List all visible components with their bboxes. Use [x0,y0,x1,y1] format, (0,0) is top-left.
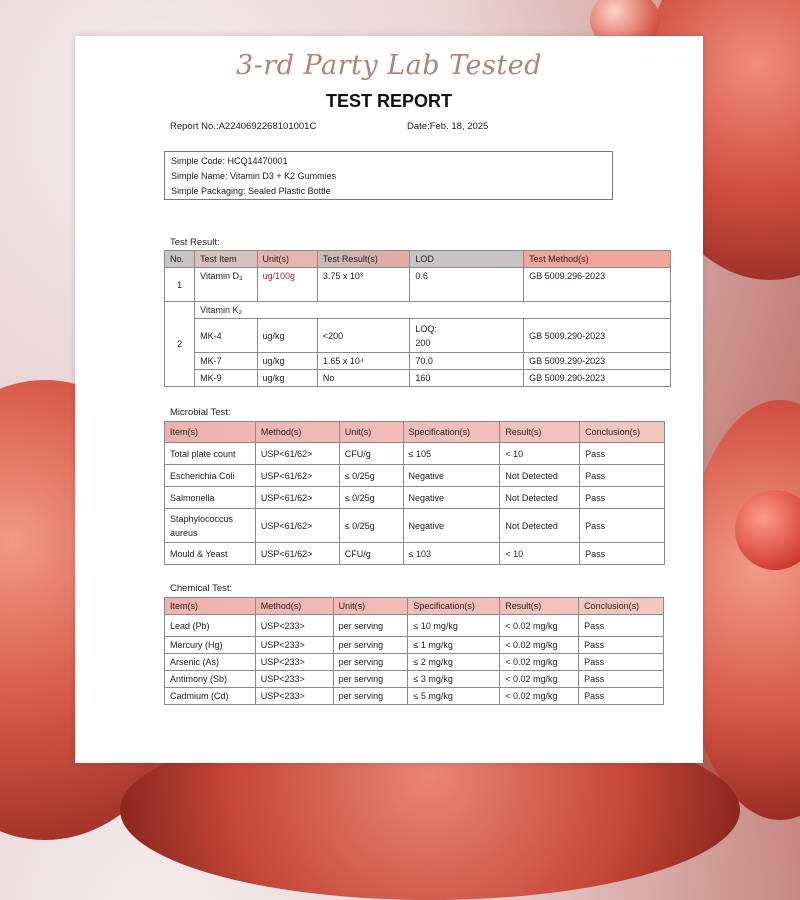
method-cell: USP<61/62> [255,487,339,509]
method-cell: USP<61/62> [255,465,339,487]
conclusion-cell: Pass [579,654,664,671]
lod-value: 200 [415,337,431,348]
test-method: GB 5009.290-2023 [524,353,671,370]
unit-cell: per serving [333,615,408,637]
conclusion-cell: Pass [580,487,665,509]
spec-cell: ≤ 2 mg/kg [408,654,500,671]
item-cell [165,509,256,543]
header-cell: Unit(s) [339,422,403,443]
item-cell: Total plate count [165,443,256,465]
header-cell: Specification(s) [403,422,500,443]
spec-cell: Negative [403,465,500,487]
sample-packaging: Simple Packaging: Sealed Plastic Bottle [171,186,331,196]
method-cell: USP<61/62> [255,443,339,465]
table-row [165,353,671,370]
spec-cell: ≤ 105 [403,443,500,465]
table-row [165,688,664,705]
header-cell: Result(s) [500,422,580,443]
table-header-row [165,598,664,615]
table-row [165,487,665,509]
result-cell: < 0.02 mg/kg [500,671,579,688]
row-number: 2 [165,302,195,387]
method-cell: USP<233> [255,654,333,671]
table-row [165,370,671,387]
header-cell: LOD [410,251,524,268]
sample-code: Simple Code: HCQ14470001 [171,156,288,166]
result-cell: < 0.02 mg/kg [500,654,579,671]
method-cell: USP<233> [255,688,333,705]
item-cell: Antimony (Sb) [165,671,256,688]
header-cell: Item(s) [165,598,256,615]
item-cell: Escherichia Coli [165,465,256,487]
row-number: 1 [165,268,195,302]
unit: ug/kg [257,353,317,370]
conclusion-cell: Pass [579,637,664,654]
result-cell: < 0.02 mg/kg [500,637,579,654]
unit-cell: ≤ 0/25g [339,487,403,509]
chemical-test-label: Chemical Test: [170,583,233,594]
header-cell: Specification(s) [408,598,500,615]
table-row [165,543,665,565]
test-method: GB 5009.290-2023 [524,370,671,387]
header-cell: Item(s) [165,422,256,443]
group-item: Vitamin K₂ [195,302,671,319]
header-cell: Result(s) [500,598,579,615]
report-number: Report No.:A2240692268101001C [170,121,317,132]
test-result: 3.75 x 10³ [317,268,410,302]
unit-cell: ≤ 0/25g [339,509,403,543]
test-item: MK-9 [195,370,257,387]
unit-cell: per serving [333,654,408,671]
test-result-label: Test Result: [170,237,220,248]
item-cell: Lead (Pb) [165,615,256,637]
unit-cell: per serving [333,688,408,705]
unit-cell: CFU/g [339,543,403,565]
conclusion-cell: Pass [580,543,665,565]
lod: 70.0 [410,353,524,370]
method-cell: USP<233> [255,615,333,637]
spec-cell: ≤ 3 mg/kg [408,671,500,688]
header-cell: Test Item [195,251,257,268]
table-row [165,637,664,654]
lod-label: LOQ: [415,323,437,334]
microbial-test-label: Microbial Test: [170,407,231,418]
result-cell: Not Detected [500,465,580,487]
lod [410,319,524,353]
item-cell: Arsenic (As) [165,654,256,671]
conclusion-cell: Pass [579,671,664,688]
method-cell: USP<61/62> [255,509,339,543]
method-cell: USP<233> [255,637,333,654]
header-cell: Unit(s) [257,251,317,268]
unit-cell: CFU/g [339,443,403,465]
table-row [165,654,664,671]
result-cell: < 10 [500,543,580,565]
brand-script-heading: 3-rd Party Lab Tested [236,50,542,81]
item-line-1: Staphylococcus [170,513,234,524]
test-item: MK-4 [195,319,257,353]
item-cell: Salmonella [165,487,256,509]
table-header-row [165,422,665,443]
sample-info-box [164,151,613,200]
unit: ug/kg [257,319,317,353]
header-cell: Test Result(s) [317,251,410,268]
unit-cell: per serving [333,671,408,688]
result-cell: < 0.02 mg/kg [500,688,579,705]
chemical-test-table [164,597,664,705]
spec-cell: ≤ 5 mg/kg [408,688,500,705]
unit: ug/100g [257,268,317,302]
result-cell: < 0.02 mg/kg [500,615,579,637]
header-cell: No. [165,251,195,268]
test-result: No [317,370,410,387]
header-cell: Conclusion(s) [579,598,664,615]
conclusion-cell: Pass [580,443,665,465]
test-method: GB 5009.290-2023 [524,319,671,353]
header-cell: Test Method(s) [524,251,671,268]
header-cell: Method(s) [255,422,339,443]
test-result-table [164,250,671,387]
header-cell: Unit(s) [333,598,408,615]
test-result: 1.65 x 10⁴ [317,353,410,370]
table-row [165,509,665,543]
table-row [165,615,664,637]
report-paper [75,36,703,763]
spec-cell: ≤ 10 mg/kg [408,615,500,637]
table-row [165,465,665,487]
unit: ug/kg [257,370,317,387]
item-cell: Mould & Yeast [165,543,256,565]
conclusion-cell: Pass [580,465,665,487]
spec-cell: Negative [403,509,500,543]
unit-cell: ≤ 0/25g [339,465,403,487]
item-cell: Cadmium (Cd) [165,688,256,705]
table-row [165,319,671,353]
spec-cell: ≤ 103 [403,543,500,565]
test-result: <200 [317,319,410,353]
test-item: MK-7 [195,353,257,370]
test-method: GB 5009.296-2023 [524,268,671,302]
table-row [165,302,671,319]
result-cell: Not Detected [500,509,580,543]
method-cell: USP<61/62> [255,543,339,565]
result-cell: Not Detected [500,487,580,509]
spec-cell: Negative [403,487,500,509]
table-header-row [165,251,671,268]
conclusion-cell: Pass [580,509,665,543]
microbial-test-table [164,421,665,565]
conclusion-cell: Pass [579,615,664,637]
lod: 0.6 [410,268,524,302]
table-row [165,671,664,688]
spec-cell: ≤ 1 mg/kg [408,637,500,654]
report-date: Date:Feb. 18, 2025 [407,121,489,132]
conclusion-cell: Pass [579,688,664,705]
item-line-2: aureus [170,527,198,538]
header-cell: Conclusion(s) [580,422,665,443]
table-row [165,268,671,302]
test-item: Vitamin D₃ [195,268,257,302]
unit-cell: per serving [333,637,408,654]
lod: 160 [410,370,524,387]
item-cell: Mercury (Hg) [165,637,256,654]
sample-name: Simple Name: Vitamin D3 + K2 Gummies [171,171,337,181]
header-cell: Method(s) [255,598,333,615]
table-row [165,443,665,465]
method-cell: USP<233> [255,671,333,688]
report-title: TEST REPORT [325,91,452,111]
result-cell: < 10 [500,443,580,465]
